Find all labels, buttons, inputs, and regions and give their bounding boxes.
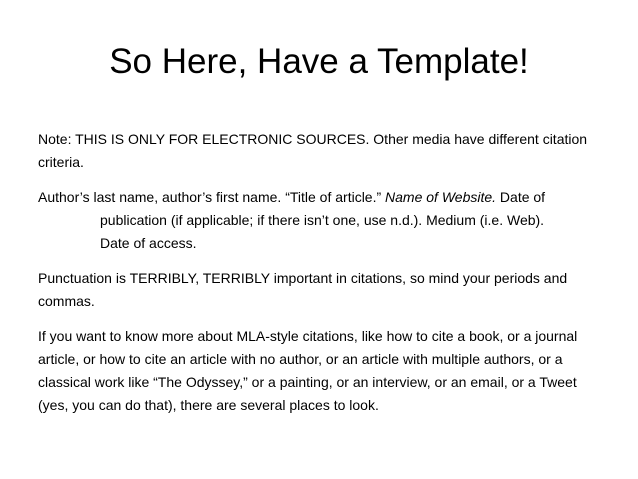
template-line-1 <box>38 186 608 209</box>
template-line-1-suffix: Date of <box>496 189 546 205</box>
template-website-name: Name of Website. <box>385 189 497 205</box>
more-info-paragraph: If you want to know more about MLA-style citations, like how to cite a book, or a journal article, or how to cite an article with no author, or an article with multiple authors, or a classical work like “The Odyssey,” or a painting, or an interview, or an email, or a Tweet (yes, you can do that), there are several places to look. <box>38 328 578 413</box>
citation-template <box>38 186 608 255</box>
note-paragraph: Note: THIS IS ONLY FOR ELECTRONIC SOURCES. Other media have different citation criteria. <box>38 131 588 170</box>
template-line-3: Date of access. <box>100 235 197 251</box>
template-line-2: publication (if applicable; if there isn’t one, use n.d.). Medium (i.e. Web). <box>100 212 545 228</box>
slide-body <box>38 128 608 429</box>
punctuation-paragraph: Punctuation is TERRIBLY, TERRIBLY important in citations, so mind your periods and commas. <box>38 270 568 309</box>
template-line-1-prefix: Author’s last name, author’s first name. “Title of article.” <box>38 189 386 205</box>
slide-title: So Here, Have a Template! <box>109 42 529 81</box>
